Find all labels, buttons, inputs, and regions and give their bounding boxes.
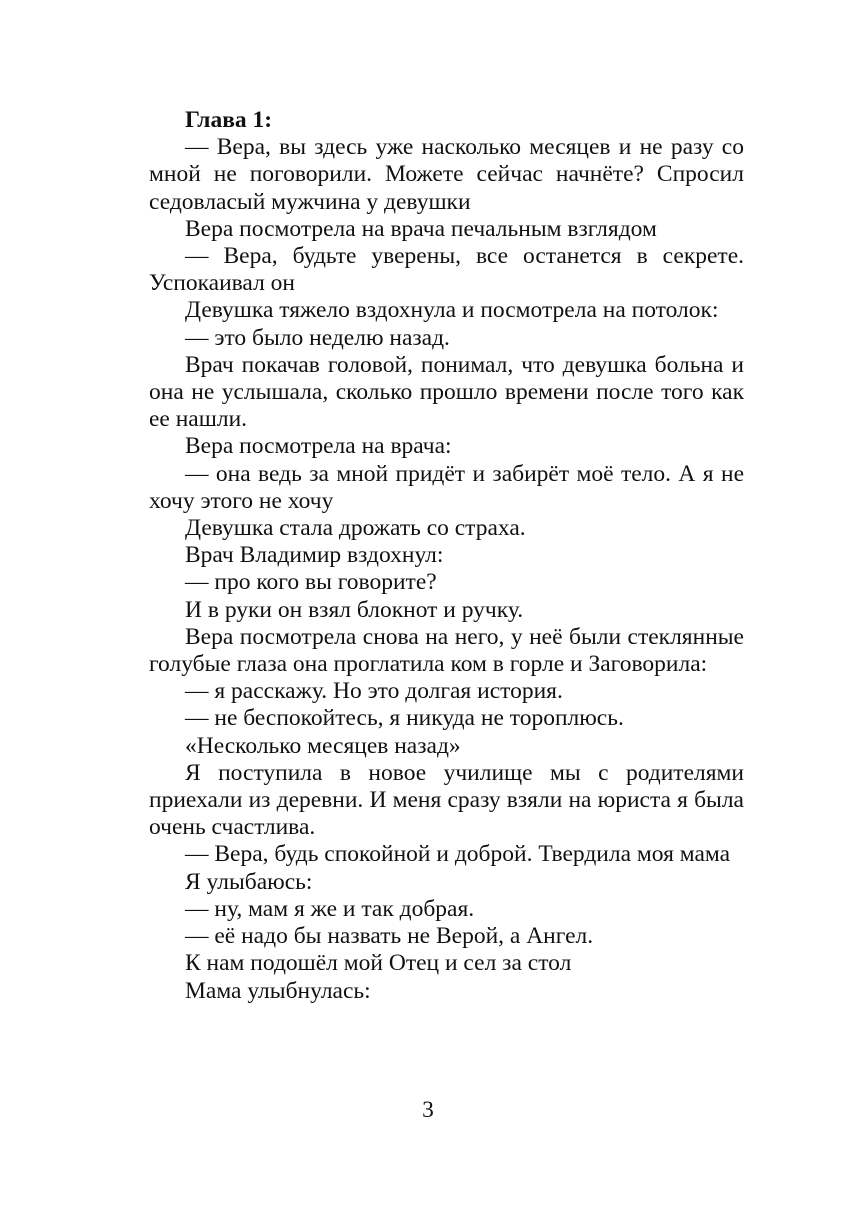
chapter-title: Глава 1: (185, 107, 273, 133)
paragraph: — Вера, будь спокойной и доброй. Твердила моя мама (185, 841, 731, 868)
paragraph: — я расскажу. Но это долгая история. (185, 678, 563, 705)
chapter-text (149, 107, 744, 1005)
paragraph: Я улыбаюсь: (185, 868, 313, 895)
paragraph: Я поступила в новое училище мы с родителями приехали из деревни. И меня сразу взяли на юриста я была очень счастлива. (149, 759, 744, 841)
paragraph: — про кого вы говорите? (185, 569, 437, 596)
paragraph: Вера посмотрела снова на него, у неё были стеклянные голубые глаза она проглатила ком в горле и Заговорила: (149, 623, 744, 678)
paragraph: «Несколько месяцев назад» (185, 732, 461, 759)
paragraph: Девушка стала дрожать со страха. (185, 515, 526, 542)
paragraph: Врач Владимир вздохнул: (185, 542, 444, 569)
paragraph: Врач покачав головой, понимал, что девушка больна и она не услышала, сколько прошло времени после того как ее нашли. (149, 351, 744, 433)
paragraph: — она ведь за мной придёт и забирёт моё тело. А я не хочу этого не хочу (149, 460, 744, 514)
page-number: 3 (422, 1097, 434, 1123)
paragraph: — это было неделю назад. (185, 324, 450, 351)
paragraph: — её надо бы назвать не Верой, а Ангел. (185, 923, 594, 950)
paragraph: — ну, мам я же и так добрая. (185, 895, 475, 922)
paragraph: Вера посмотрела на врача печальным взглядом (185, 215, 657, 242)
paragraph: И в руки он взял блокнот и ручку. (185, 596, 524, 623)
paragraph: — Вера, будьте уверены, все останется в секрете. Успокаивал он (149, 243, 744, 297)
paragraph: Мама улыбнулась: (185, 977, 371, 1004)
paragraph: Вера посмотрела на врача: (185, 433, 452, 460)
paragraph: — Вера, вы здесь уже насколько месяцев и не разу со мной не поговорили. Можете сейчас начнёте? Спросил седовласый мужчина у девушки (149, 134, 744, 215)
paragraph: — не беспокойтесь, я никуда не тороплюсь. (185, 705, 624, 732)
paragraph: К нам подошёл мой Отец и сел за стол (185, 950, 572, 977)
paragraph: Девушка тяжело вздохнула и посмотрела на потолок: (185, 297, 719, 324)
